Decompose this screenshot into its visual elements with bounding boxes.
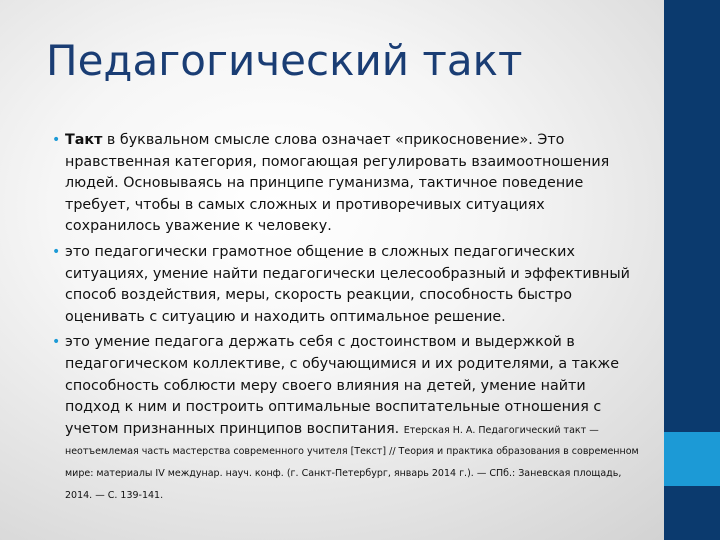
citation: Етерская Н. А. Педагогический такт — неотъемлемая часть мастерства современного учителя [Текст] // Теория и практика образования в современном мире: материалы IV междунар. науч. конф. (г. Санкт-Петербург, январь 2014 г.). — СПб.: Заневская площадь, 2014. — С. 139-141. (65, 424, 639, 501)
bullet-marker: • (52, 243, 61, 260)
bullet-text: это педагогически грамотное общение в сложных педагогических ситуациях, умение найти педагогически целесообразный и эффективный способ воздействия, меры, скорость реакции, способность быстро оценивать с ситуацию и находить оптимальное решение. (65, 243, 630, 325)
bullet-item-3 (52, 332, 642, 505)
bullet-list (52, 130, 642, 509)
bullet-lead-term: Такт (65, 132, 103, 148)
slide-title: Педагогический такт (46, 36, 523, 85)
bullet-item-1 (52, 130, 642, 238)
bullet-item-2 (52, 242, 642, 328)
bullet-text: в буквальном смысле слова означает «прикосновение». Это нравственная категория, помогающая регулировать взаимоотношения людей. Основываясь на принципе гуманизма, тактичное поведение требует, чтобы в самых сложных и противоречивых ситуациях сохранилось уважение к человеку. (65, 132, 610, 235)
bullet-marker: • (52, 132, 61, 148)
bullet-text: это умение педагога держать себя с достоинством и выдержкой в педагогическом коллективе, с обучающимися и их родителями, а также способность соблюсти меру своего влияния на детей, умение найти подход к ним и построить оптимальные воспитательные отношения с учетом признанных принципов воспитания. (65, 334, 620, 437)
bullet-marker: • (52, 334, 61, 351)
side-band-accent (664, 432, 720, 486)
